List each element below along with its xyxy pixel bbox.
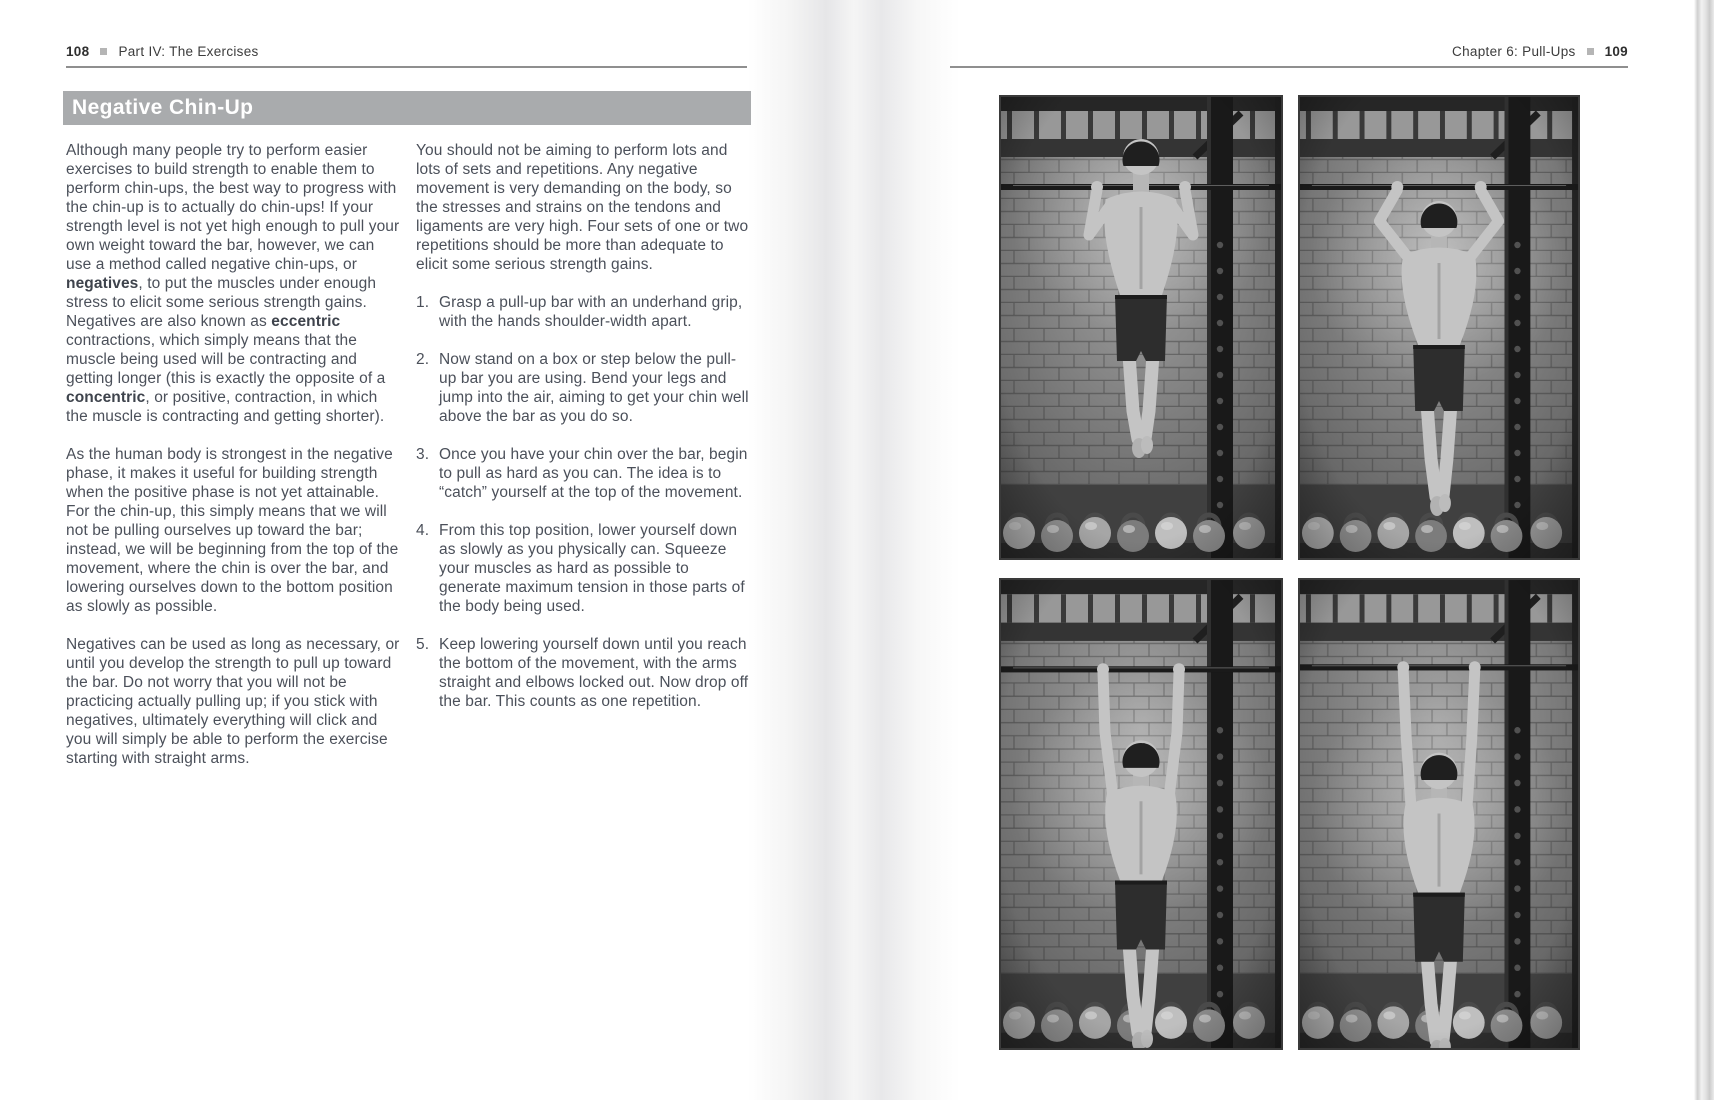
step-number: 4. bbox=[416, 522, 430, 539]
step-text: From this top position, lower yourself down as slowly as you physically can. Squeeze your muscles as hard as possible to generate maximum tension in those parts of the body being used. bbox=[439, 522, 745, 615]
step-number: 3. bbox=[416, 446, 430, 463]
pullup-photo-lowering bbox=[999, 578, 1283, 1050]
step-item bbox=[416, 521, 752, 616]
step-text: Once you have your chin over the bar, begin to pull as hard as you can. The idea is to “catch” yourself at the top of the movement. bbox=[439, 446, 748, 501]
section-title-bar bbox=[63, 91, 751, 125]
step-text: Now stand on a box or step below the pull-up bar you are using. Bend your legs and jump into the air, aiming to get your chin well above the bar as you do so. bbox=[439, 351, 749, 425]
section-title: Negative Chin-Up bbox=[72, 96, 254, 119]
step-text: Grasp a pull-up bar with an underhand grip, with the hands shoulder-width apart. bbox=[439, 294, 743, 330]
step-item bbox=[416, 445, 752, 502]
step-item bbox=[416, 350, 752, 426]
step-number: 5. bbox=[416, 636, 430, 653]
pullup-photo-top-position bbox=[999, 95, 1283, 560]
running-head-right bbox=[950, 42, 1628, 60]
page-number-right: 109 bbox=[1604, 43, 1628, 59]
text-column-1 bbox=[66, 141, 402, 787]
book-page-edge bbox=[1694, 0, 1714, 1100]
step-item bbox=[416, 635, 752, 711]
step-text: Keep lowering yourself down until you reach the bottom of the movement, with the arms straight and elbows locked out. Now drop off the bar. This counts as one repetition. bbox=[439, 636, 749, 710]
paragraph: As the human body is strongest in the negative phase, it makes it useful for building strength when the positive phase is not yet attainable. For the chin-up, this simply means that we will not be pulling ourselves up toward the bar; instead, we will be beginning from the top of the movement, where the chin is over the bar, and lowering ourselves down to the bottom position as slowly as possible. bbox=[66, 446, 399, 615]
step-number: 1. bbox=[416, 294, 430, 311]
paragraph: You should not be aiming to perform lots and lots of sets and repetitions. Any negative movement is very demanding on the body, so the stresses and strains on the tendons and ligaments are very high. Four sets of one or two repetitions should be more than adequate to elicit some serious strength gains. bbox=[416, 142, 749, 273]
separator-square-icon bbox=[100, 48, 107, 55]
step-number: 2. bbox=[416, 351, 430, 368]
page-number-left: 108 bbox=[66, 43, 90, 59]
pullup-photo-catch-position bbox=[1298, 95, 1580, 560]
paragraph: Negatives can be used as long as necessary, or until you develop the strength to pull up toward the bar. Do not worry that you will not be practicing actually pulling up; if you stick with negatives, ultimately everything will click and you will simply be able to perform the exercise starting with straight arms. bbox=[66, 636, 400, 767]
pullup-photo-dead-hang bbox=[1298, 578, 1580, 1050]
step-item bbox=[416, 293, 752, 331]
running-title-left: Part IV: The Exercises bbox=[118, 43, 259, 59]
page-gutter bbox=[748, 0, 960, 1100]
paragraph: Although many people try to perform easier exercises to build strength to enable them to perform chin-ups, the best way to progress with the chin-up is to actually do chin-ups! If your strength level is not yet high enough to pull your own weight toward the bar, however, we can use a method called negative chin-ups, or negatives, to put the muscles under enough stress to elicit some serious strength gains. Negatives are also known as eccentric contractions, which simply means that the muscle being used will be contracting and getting longer (this is exactly the opposite of a concentric, or positive, contraction, in which the muscle is contracting and getting shorter). bbox=[66, 142, 400, 425]
text-column-2 bbox=[416, 141, 752, 730]
header-rule-right bbox=[950, 66, 1628, 68]
running-title-right: Chapter 6: Pull-Ups bbox=[1452, 43, 1576, 59]
running-head-left bbox=[66, 42, 747, 60]
header-rule-left bbox=[66, 66, 747, 68]
separator-square-icon bbox=[1587, 48, 1594, 55]
